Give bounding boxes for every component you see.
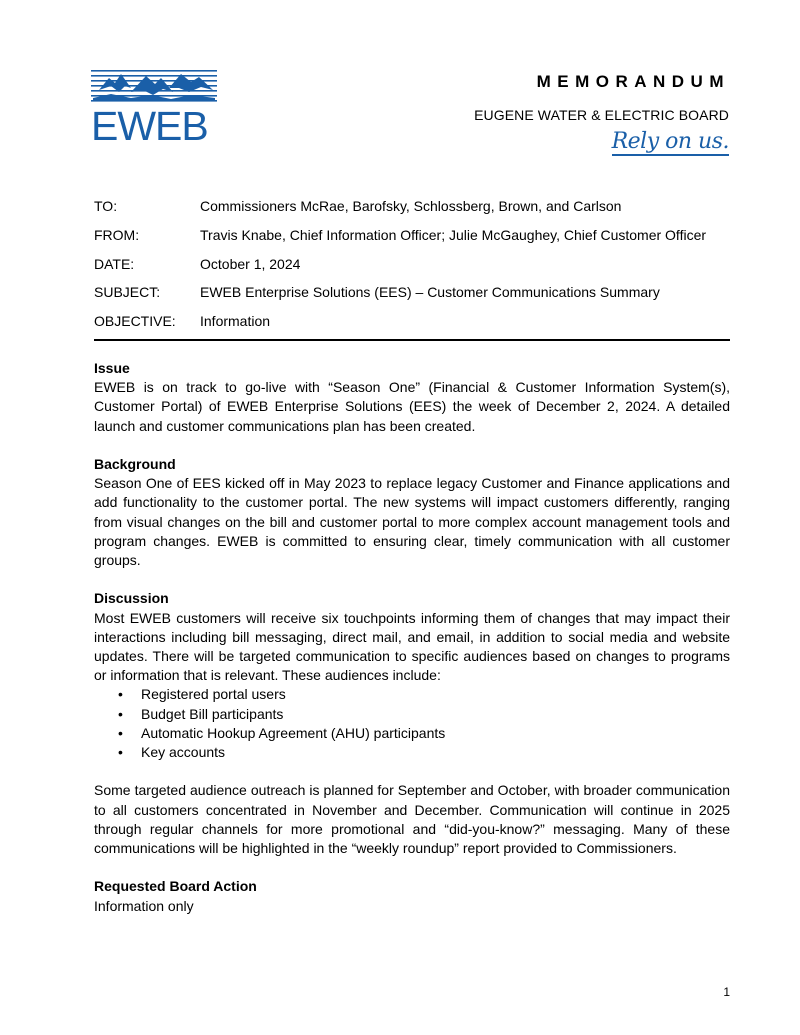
section-text: Most EWEB customers will receive six touchpoints informing them of changes that may impact their interactions including bill messaging, direct mail, and email, in addition to social media and website updates. There will be targeted communication to specific audiences based on changes to programs or information that is relevant. These audiences include: xyxy=(94,609,730,684)
list-item xyxy=(118,705,730,724)
field-label: FROM: xyxy=(94,226,140,243)
section-heading: Requested Board Action xyxy=(94,878,257,895)
section-text: Information only xyxy=(94,897,194,914)
field-value: EWEB Enterprise Solutions (EES) – Customer Communications Summary xyxy=(200,284,660,301)
list-item xyxy=(118,743,730,762)
field-label: SUBJECT: xyxy=(94,284,161,301)
field-value: Information xyxy=(200,313,271,330)
mountain-water-icon xyxy=(91,68,221,108)
bullet-icon: • xyxy=(118,744,123,761)
audience-list xyxy=(94,685,730,762)
background-section xyxy=(94,455,730,570)
section-text: EWEB is on track to go-live with “Season One” (Financial & Customer Information System(s), Customer Portal) of EWEB Enterprise Solutions (EES) the week of December 2, 2024. A detailed launch and customer communications plan has been created. xyxy=(94,379,730,434)
discussion-section xyxy=(94,589,730,858)
list-item-text: Budget Bill participants xyxy=(141,705,284,722)
bullet-icon: • xyxy=(118,686,123,703)
field-value: Commissioners McRae, Barofsky, Schlossberg, Brown, and Carlson xyxy=(200,198,622,214)
section-text: Season One of EES kicked off in May 2023 to replace legacy Customer and Finance applications and add functionality to the customer portal. The new systems will impact customers differently, ranging from visual changes on the bill and customer portal to more complex account management tools and program changes. EWEB is committed to ensuring clear, timely communication with all customer groups. xyxy=(94,475,730,569)
memo-body xyxy=(94,359,730,935)
objective-row xyxy=(94,311,730,340)
section-heading: Background xyxy=(94,456,176,472)
tagline: Rely on us. xyxy=(611,129,729,154)
list-item-text: Key accounts xyxy=(141,744,226,761)
header-divider xyxy=(94,339,730,341)
to-row xyxy=(94,196,730,225)
bullet-icon: • xyxy=(118,705,123,722)
section-text: Some targeted audience outreach is planned for September and October, with broader communication to all customers concentrated in November and December. Communication will continue in 2025 through regular channels for more promotional and “did-you-know?” messaging. Many of these communications will be highlighted in the “weekly roundup” report provided to Commissioners. xyxy=(94,782,730,857)
eweb-logo xyxy=(91,68,221,150)
list-item-text: Registered portal users xyxy=(141,686,286,703)
page-number: 1 xyxy=(723,985,730,999)
field-label: DATE: xyxy=(94,255,135,272)
bullet-icon: • xyxy=(118,724,123,741)
field-label: TO: xyxy=(94,198,118,214)
memo-title: MEMORANDUM xyxy=(536,72,730,91)
issue-section xyxy=(94,359,730,436)
logo-wordmark: EWEB xyxy=(91,103,208,149)
field-label: OBJECTIVE: xyxy=(94,313,176,330)
date-row xyxy=(94,254,730,283)
section-heading: Discussion xyxy=(94,590,169,607)
list-item xyxy=(118,724,730,743)
section-heading: Issue xyxy=(94,360,130,376)
subject-row xyxy=(94,282,730,311)
organization-name: EUGENE WATER & ELECTRIC BOARD xyxy=(474,107,729,123)
list-item xyxy=(118,685,730,704)
field-value: October 1, 2024 xyxy=(200,255,301,272)
action-section xyxy=(94,877,730,915)
field-value: Travis Knabe, Chief Information Officer; Julie McGaughey, Chief Customer Officer xyxy=(200,226,707,243)
memo-header-fields xyxy=(94,196,730,340)
list-item-text: Automatic Hookup Agreement (AHU) participants xyxy=(141,724,446,741)
from-row xyxy=(94,225,730,254)
